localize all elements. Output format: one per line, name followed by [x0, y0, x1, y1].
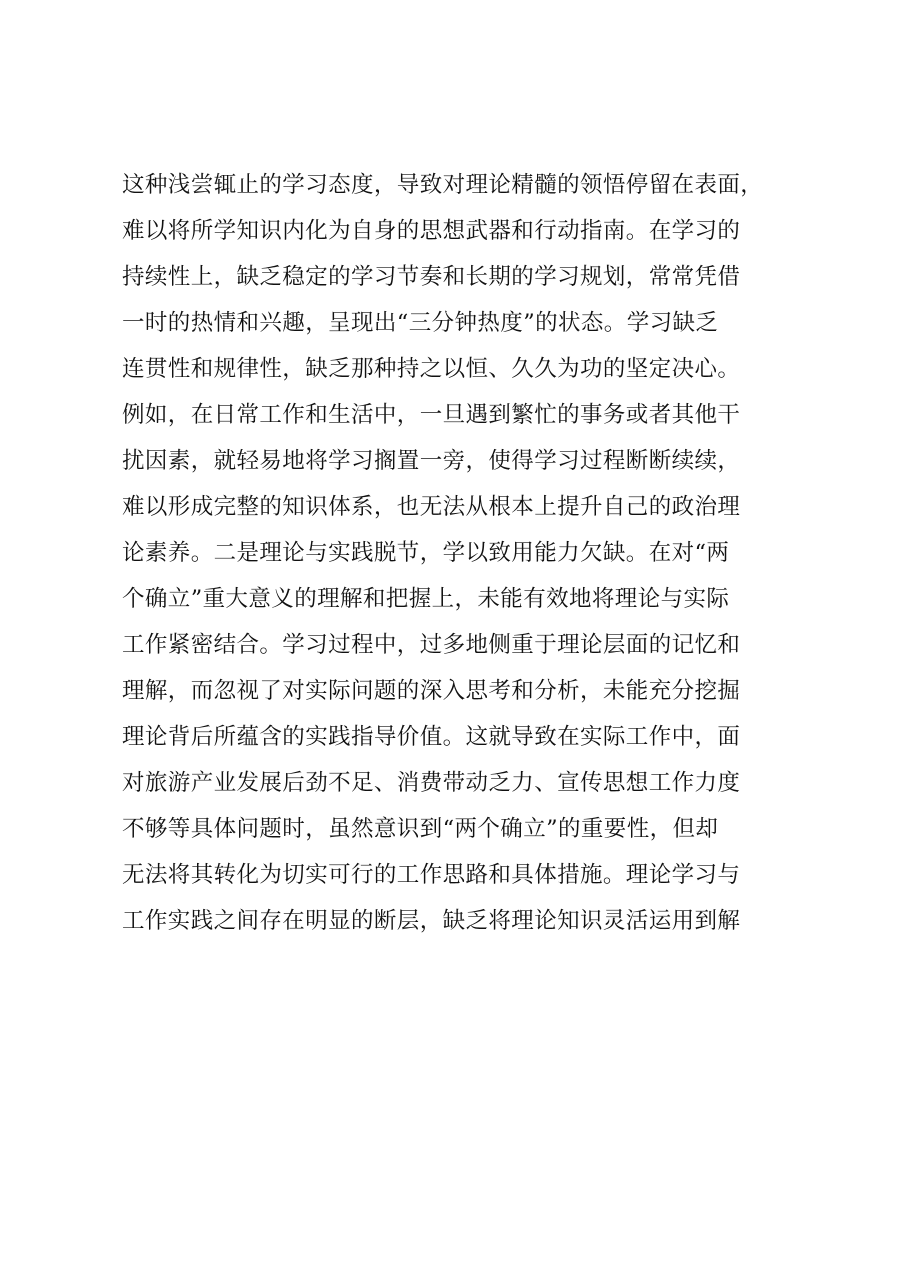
text-line: 工作实践之间存在明显的断层，缺乏将理论知识灵活运用到解	[122, 908, 741, 934]
text-line: 难以形成完整的知识体系，也无法从根本上提升自己的政治理	[122, 494, 741, 520]
text-line: 例如，在日常工作和生活中，一旦遇到繁忙的事务或者其他干	[122, 402, 741, 428]
text-line: 工作紧密结合。学习过程中，过多地侧重于理论层面的记忆和	[122, 632, 741, 658]
text-line: 连贯性和规律性，缺乏那种持之以恒、久久为功的坚定决心。	[122, 356, 741, 382]
text-line: 难以将所学知识内化为自身的思想武器和行动指南。在学习的	[122, 218, 741, 244]
text-line: 论素养。二是理论与实践脱节，学以致用能力欠缺。在对“两	[122, 540, 730, 566]
text-line: 理论背后所蕴含的实践指导价值。这就导致在实际工作中，面	[122, 724, 741, 750]
text-line: 对旅游产业发展后劲不足、消费带动乏力、宣传思想工作力度	[122, 770, 741, 796]
text-line: 这种浅尝辄止的学习态度，导致对理论精髓的领悟停留在表面，	[122, 172, 764, 198]
text-line: 个确立”重大意义的理解和把握上，未能有效地将理论与实际	[122, 586, 730, 612]
text-line: 持续性上，缺乏稳定的学习节奏和长期的学习规划，常常凭借	[122, 264, 741, 290]
text-line: 理解，而忽视了对实际问题的深入思考和分析，未能充分挖掘	[122, 678, 741, 704]
body-text	[122, 162, 802, 944]
text-line: 不够等具体问题时，虽然意识到“两个确立”的重要性，但却	[122, 816, 719, 842]
text-line: 无法将其转化为切实可行的工作思路和具体措施。理论学习与	[122, 862, 741, 888]
text-line: 一时的热情和兴趣，呈现出“三分钟热度”的状态。学习缺乏	[122, 310, 719, 336]
text-line: 扰因素，就轻易地将学习搁置一旁，使得学习过程断断续续，	[122, 448, 741, 474]
